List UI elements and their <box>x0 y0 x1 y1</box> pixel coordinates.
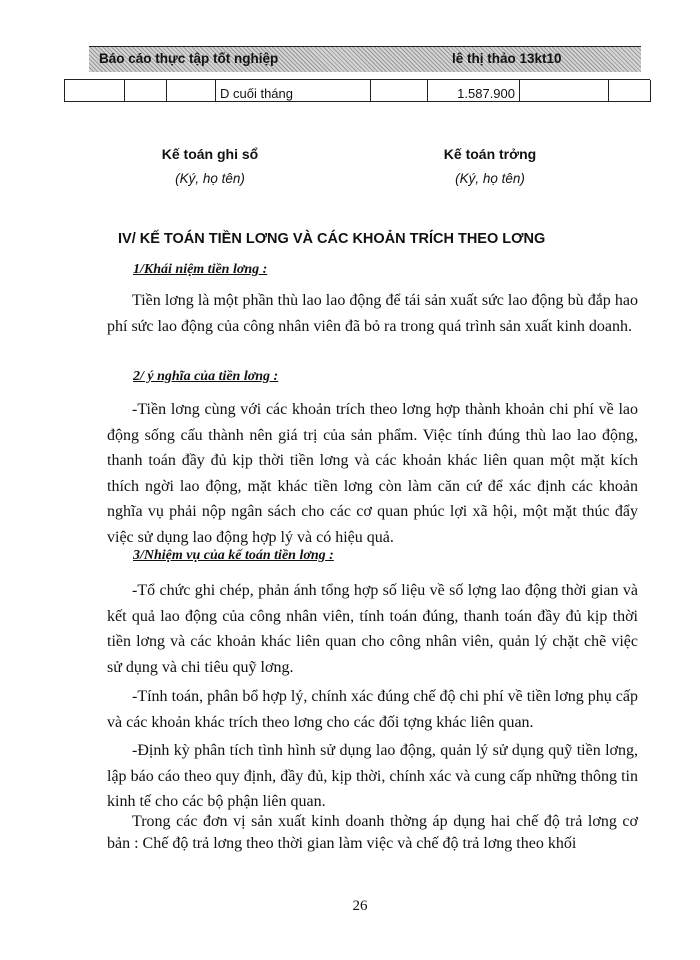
table-cell <box>125 80 167 102</box>
signature-right-title: Kế toán trởng <box>443 146 537 162</box>
table-row <box>65 80 651 102</box>
ledger-table <box>64 80 651 102</box>
paragraph-task-1: -Tổ chức ghi chép, phản ánh tổng hợp số liệu về số lợng lao động thời gian và kết quả lao động của công nhân viên, tính toán đúng, thanh toán đầy đủ kịp thời tiền lơng và các khoản khác liên quan cho công nhân viên, quản lý chặt chẽ việc sử dụng và chi tiêu quỹ lơng. <box>107 582 638 676</box>
paragraph-task-3: -Định kỳ phân tích tình hình sử dụng lao động, quản lý sử dụng quỹ tiền lơng, lập báo cáo theo quy định, đầy đủ, kịp thời, chính xác và cung cấp những thông tin kinh tế cho các bộ phận liên quan. <box>107 742 638 810</box>
subheading-tasks: 3/Nhiệm vụ của kế toán tiền lơng : <box>133 548 334 563</box>
signature-left <box>140 146 280 186</box>
report-title: Báo cáo thực tập tốt nghiệp <box>99 51 279 66</box>
table-cell <box>520 80 609 102</box>
paragraph-concept: Tiền lơng là một phần thù lao lao động để tái sản xuất sức lao động bù đắp hao phí sức lao động của công nhân viên đã bỏ ra trong quá trình sản xuất kinh doanh. <box>107 292 638 335</box>
end-of-month-amount: 1.587.900 <box>428 80 520 102</box>
author-class: lê thị thảo 13kt10 <box>452 51 562 66</box>
signature-left-title: Kế toán ghi sổ <box>161 146 259 162</box>
paragraph-meaning: -Tiền lơng cùng với các khoản trích theo lơng hợp thành khoản chi phí về lao động sống cấu thành nên giá trị của sản phẩm. Việc tính đúng thù lao lao động, thanh toán đầy đủ kịp thời tiền lơng và các khoản khác liên quan một mặt kích thích ngời lao động, mặt khác tiền lơng còn làm căn cứ để xác định các khoản nghĩa vụ phải nộp ngân sách cho các cơ quan phúc lợi xã hội, một mặt thúc đẩy việc sử dụng lao động hợp lý và có hiệu quả. <box>107 401 638 546</box>
table-cell <box>65 80 125 102</box>
signature-left-subtitle: (Ký, họ tên) <box>175 171 245 186</box>
table-cell <box>167 80 216 102</box>
page-header <box>89 46 641 72</box>
end-of-month-label: D cuối tháng <box>216 80 371 102</box>
subheading-concept: 1/Khái niệm tiền lơng : <box>133 262 268 277</box>
signature-right <box>420 146 560 186</box>
section-title: IV/ KẾ TOÁN TIỀN LƠNG VÀ CÁC KHOẢN TRÍCH THEO LƠNG <box>118 231 546 247</box>
table-cell <box>371 80 428 102</box>
paragraph-task-2: -Tính toán, phân bổ hợp lý, chính xác đúng chế độ chi phí về tiền lơng phụ cấp và các khoản khác trích theo lơng cho các đối tợng khác liên quan. <box>107 688 638 731</box>
signature-right-subtitle: (Ký, họ tên) <box>455 171 525 186</box>
page-number: 26 <box>352 898 368 914</box>
paragraph-closing: Trong các đơn vị sản xuất kinh doanh thờng áp dụng hai chế độ trả lơng cơ bản : Chế độ trả lơng theo thời gian làm việc và chế độ trả lơng theo khối <box>107 813 638 852</box>
table-cell <box>609 80 651 102</box>
subheading-meaning: 2/ ý nghĩa của tiền lơng : <box>133 369 279 384</box>
